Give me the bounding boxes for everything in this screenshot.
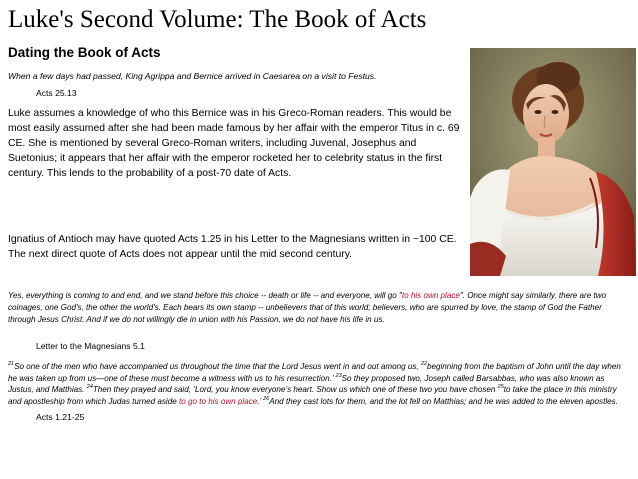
scripture-reference: Acts 25.13 (36, 88, 77, 98)
portrait-image (470, 48, 636, 276)
verse-text: Then they prayed and said, ‘Lord, you know everyone’s heart. Show us which one of these two you have chosen (92, 385, 498, 395)
highlighted-phrase: to go to his own place (178, 397, 258, 407)
verse-number: 23 (335, 372, 342, 379)
verse-number: 21 (8, 361, 15, 367)
acts-1-quote (8, 361, 632, 408)
verse-text: .’ (257, 397, 264, 407)
bernice-paragraph: Luke assumes a knowledge of who this Bernice was in his Greco-Roman readers. This would be most easily assumed after she had been made famous by her affair with the emperor Titus in c. 69 CE. She is mentioned by several Greco-Roman writers, including Juvenal, Josephus and Suetonius; it appears that her affair with the emperor rocketed her to celebrity status in the first century. This lends to the probability of a post-70 date of Acts. (8, 108, 460, 179)
verse-number: 24 (86, 384, 93, 391)
verse-text: And they cast lots for them, and the lot fell on Matthias; and he was added to the eleven apostles. (269, 397, 618, 407)
scripture-quote-acts-25-13: When a few days had passed, King Agrippa and Bernice arrived in Caesarea on a visit to Festus. (8, 71, 377, 81)
verse-text: to take the place in this ministry and apostleship from which Judas turned aside (8, 385, 617, 407)
portrait-painting (470, 48, 636, 276)
acts-1-reference: Acts 1.21-25 (36, 412, 85, 422)
slide-title: Luke's Second Volume: The Book of Acts (8, 6, 427, 33)
verse-number: 26 (263, 396, 270, 403)
verse-text: beginning from the baptism of John until the day when he was taken up from us—one of these must become a witness with us to his resurrection.’ (8, 362, 621, 383)
highlighted-phrase: to his own place (401, 291, 460, 300)
quote-text: Yes, everything is coming to and end, and we stand before this choice -- death or life -- and everyone, will go " (8, 291, 402, 300)
verse-number: 25 (497, 384, 504, 391)
verse-text: So one of the men who have accompanied us throughout the time that the Lord Jesus went in and out among us, (14, 362, 421, 371)
magnesians-quote (8, 290, 630, 326)
verse-text: So they proposed two, Joseph called Barsabbas, who was also known as Justus, and Matthias. (8, 373, 605, 395)
verse-number: 22 (420, 361, 427, 367)
quote-text: ". Once might say similarly, there are two coinages, one God's, the other the world's. Each bears its own stamp -- unbelievers that of this world; believers, who are spurred by love, the stamp of God the Father through Jesus Christ. And if we do not willingly die in union with his Passion, we do not have his life in us. (8, 291, 607, 324)
ignatius-paragraph: Ignatius of Antioch may have quoted Acts 1.25 in his Letter to the Magnesians written in ~100 CE. The next direct quote of Acts does not appear until the mid second century. (8, 234, 457, 260)
magnesians-reference: Letter to the Magnesians 5.1 (36, 341, 145, 351)
section-heading: Dating the Book of Acts (8, 45, 161, 60)
